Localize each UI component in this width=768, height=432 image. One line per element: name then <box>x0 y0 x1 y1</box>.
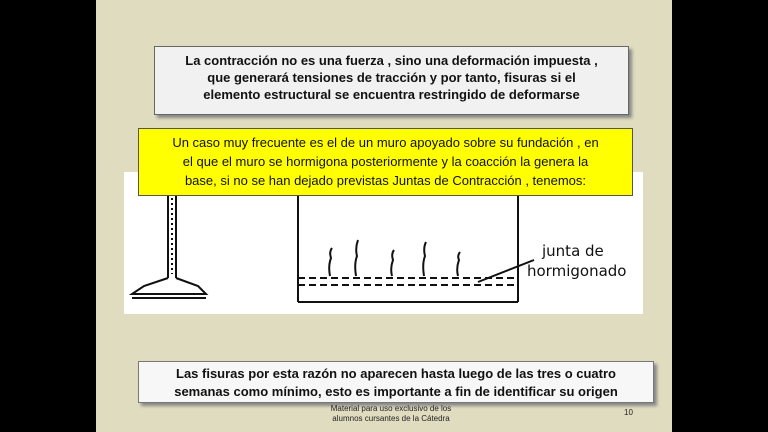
example-line-3: base, si no se han dejado previstas Juntas de Contracción , tenemos: <box>184 173 587 188</box>
crack-1 <box>329 248 332 276</box>
joint-label-line-2: hormigonado <box>527 262 627 280</box>
footer-line-2: alumnos cursantes de la Cátedra <box>332 414 450 423</box>
example-line-1: Un caso muy frecuente es el de un muro apoyado sobre su fundación , en <box>172 135 599 150</box>
crack-3 <box>391 250 394 276</box>
example-callout-box <box>138 128 633 196</box>
slide-footer <box>296 404 486 424</box>
timing-line-2: semanas como mínimo, esto es importante a fin de identificar su origen <box>174 384 618 399</box>
definition-line-2: que generará tensiones de tracción y por tanto, fisuras si el <box>207 70 576 85</box>
joint-label-line-1: junta de <box>542 242 604 260</box>
timing-line-1: Las fisuras por esta razón no aparecen hasta luego de las tres o cuatro <box>176 366 616 381</box>
example-line-2: el que el muro se hormigona posteriormente y la coacción la genera la <box>182 154 589 169</box>
crack-5 <box>457 252 460 276</box>
page-number: 10 <box>624 408 633 417</box>
definition-line-1: La contracción no es una fuerza , sino una deformación impuesta , <box>185 53 598 68</box>
crack-4 <box>423 242 426 276</box>
crack-timing-box <box>138 361 654 403</box>
crack-2 <box>355 240 358 276</box>
definition-line-3: elemento estructural se encuentra restringido de deformarse <box>203 87 580 102</box>
footing-outline <box>132 278 206 294</box>
contraction-definition-box <box>154 46 629 115</box>
joint-leader-line <box>478 260 534 282</box>
footer-line-1: Material para uso exclusivo de los <box>330 404 452 413</box>
